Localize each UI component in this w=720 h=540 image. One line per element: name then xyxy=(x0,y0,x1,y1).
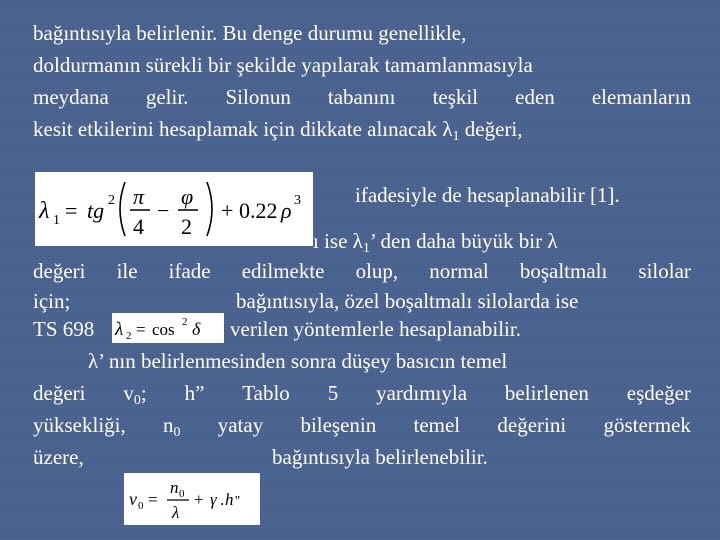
svg-text:2: 2 xyxy=(181,214,192,239)
svg-text:2: 2 xyxy=(126,330,132,342)
svg-text:cos: cos xyxy=(152,320,175,339)
svg-text:tg: tg xyxy=(87,198,105,223)
text-line-13-right: bağıntısıyla belirlenebilir. xyxy=(272,445,488,469)
line4-suffix: değeri, xyxy=(459,117,523,141)
svg-text:+: + xyxy=(194,490,204,509)
word: göstermek xyxy=(603,413,691,437)
word: $v_0$; xyxy=(123,381,147,408)
text-line-13-left: üzere, xyxy=(33,445,84,469)
word: edilmekte xyxy=(241,259,325,283)
word: h” xyxy=(184,381,205,405)
svg-text:h: h xyxy=(225,490,234,509)
formula-v0-graphic xyxy=(124,473,260,525)
word: silolar xyxy=(638,259,691,283)
word: değeri xyxy=(33,381,86,405)
text-line-6 xyxy=(313,228,558,254)
svg-text:λ: λ xyxy=(39,198,50,224)
word: yüksekliği, xyxy=(33,413,126,437)
formula-lambda2-graphic xyxy=(112,313,224,343)
svg-text:.: . xyxy=(220,490,225,509)
line4-prefix: kesit etkilerini hesaplamak için dikkate alınacak xyxy=(33,117,443,141)
word: ifade xyxy=(168,259,211,283)
text-line-4 xyxy=(33,116,691,142)
svg-text:3: 3 xyxy=(294,193,301,208)
svg-text:φ: φ xyxy=(181,184,194,209)
word: Tablo xyxy=(242,381,290,405)
formula-lambda1-graphic xyxy=(35,172,313,246)
word: tabanını xyxy=(327,85,396,109)
text-line-9-right: verilen yöntemlerle hesaplanabilir. xyxy=(230,317,521,341)
word: 5 xyxy=(327,381,339,405)
word: teşkil xyxy=(432,85,479,109)
svg-text:0: 0 xyxy=(138,500,144,512)
svg-text:ρ: ρ xyxy=(281,198,292,223)
svg-text:=: = xyxy=(65,198,78,223)
lambda-subscript: 1 xyxy=(452,129,460,144)
svg-text:2: 2 xyxy=(108,193,115,208)
word: meydana xyxy=(33,85,109,109)
svg-text:1: 1 xyxy=(53,213,60,228)
svg-text:γ: γ xyxy=(210,490,217,509)
word: yatay xyxy=(217,413,264,437)
svg-text:'': '' xyxy=(235,494,241,509)
svg-text:=: = xyxy=(136,320,146,339)
svg-text:n: n xyxy=(170,478,179,497)
text-line-2: doldurmanın sürekli bir şekilde yapılarak tamamlanmasıyla xyxy=(33,53,533,77)
svg-text:0.22: 0.22 xyxy=(239,198,278,223)
svg-text:−: − xyxy=(157,198,170,223)
text-line-12 xyxy=(33,412,691,438)
text-line-1: bağıntısıyla belirlenir. Bu denge durumu genellikle, xyxy=(33,21,467,45)
formula-lambda1 xyxy=(35,172,313,246)
word: değerini xyxy=(497,413,567,437)
svg-text:2: 2 xyxy=(182,316,188,328)
svg-text:π: π xyxy=(133,184,145,209)
word: elemanların xyxy=(591,85,691,109)
text-line-7 xyxy=(33,258,691,284)
text-line-5: ifadesiyle de hesaplanabilir [1]. xyxy=(355,183,620,207)
word: eşdeğer xyxy=(626,381,691,405)
word: Silonun xyxy=(225,85,291,109)
svg-text:v: v xyxy=(129,489,137,509)
text-line-10: λ’ nın belirlenmesinden sonra düşey basıcın temel xyxy=(88,349,508,373)
word: ile xyxy=(116,259,138,283)
line6-suffix: ’ den daha büyük bir λ xyxy=(369,229,558,253)
text-line-3 xyxy=(33,84,691,110)
word: olup, xyxy=(355,259,399,283)
word: belirlenen xyxy=(504,381,589,405)
word: normal xyxy=(429,259,489,283)
word: $n_0$ xyxy=(162,413,181,440)
line6-prefix: ı ise λ xyxy=(313,229,363,253)
svg-text:=: = xyxy=(148,490,158,509)
svg-text:0: 0 xyxy=(179,488,185,500)
word: değeri xyxy=(33,259,86,283)
formula-v0 xyxy=(124,473,260,525)
line6-subscript: 1 xyxy=(362,241,370,256)
word: bileşenin xyxy=(300,413,377,437)
lambda-symbol: λ xyxy=(442,117,453,141)
text-line-8-left: için; xyxy=(33,289,71,313)
word: eden xyxy=(515,85,555,109)
text-line-8-right: bağıntısıyla, özel boşaltmalı silolarda ise xyxy=(236,289,579,313)
svg-text:δ: δ xyxy=(192,319,201,339)
word: temel xyxy=(413,413,461,437)
word: gelir. xyxy=(145,85,189,109)
svg-text:λ: λ xyxy=(115,319,124,340)
text-line-11 xyxy=(33,380,691,406)
word: yardımıyla xyxy=(376,381,468,405)
svg-text:+: + xyxy=(221,198,234,223)
text-line-9-left: TS 698 xyxy=(33,317,95,341)
svg-text:λ: λ xyxy=(172,503,180,522)
formula-lambda2 xyxy=(112,313,224,343)
word: boşaltmalı xyxy=(519,259,608,283)
svg-text:4: 4 xyxy=(133,214,144,239)
